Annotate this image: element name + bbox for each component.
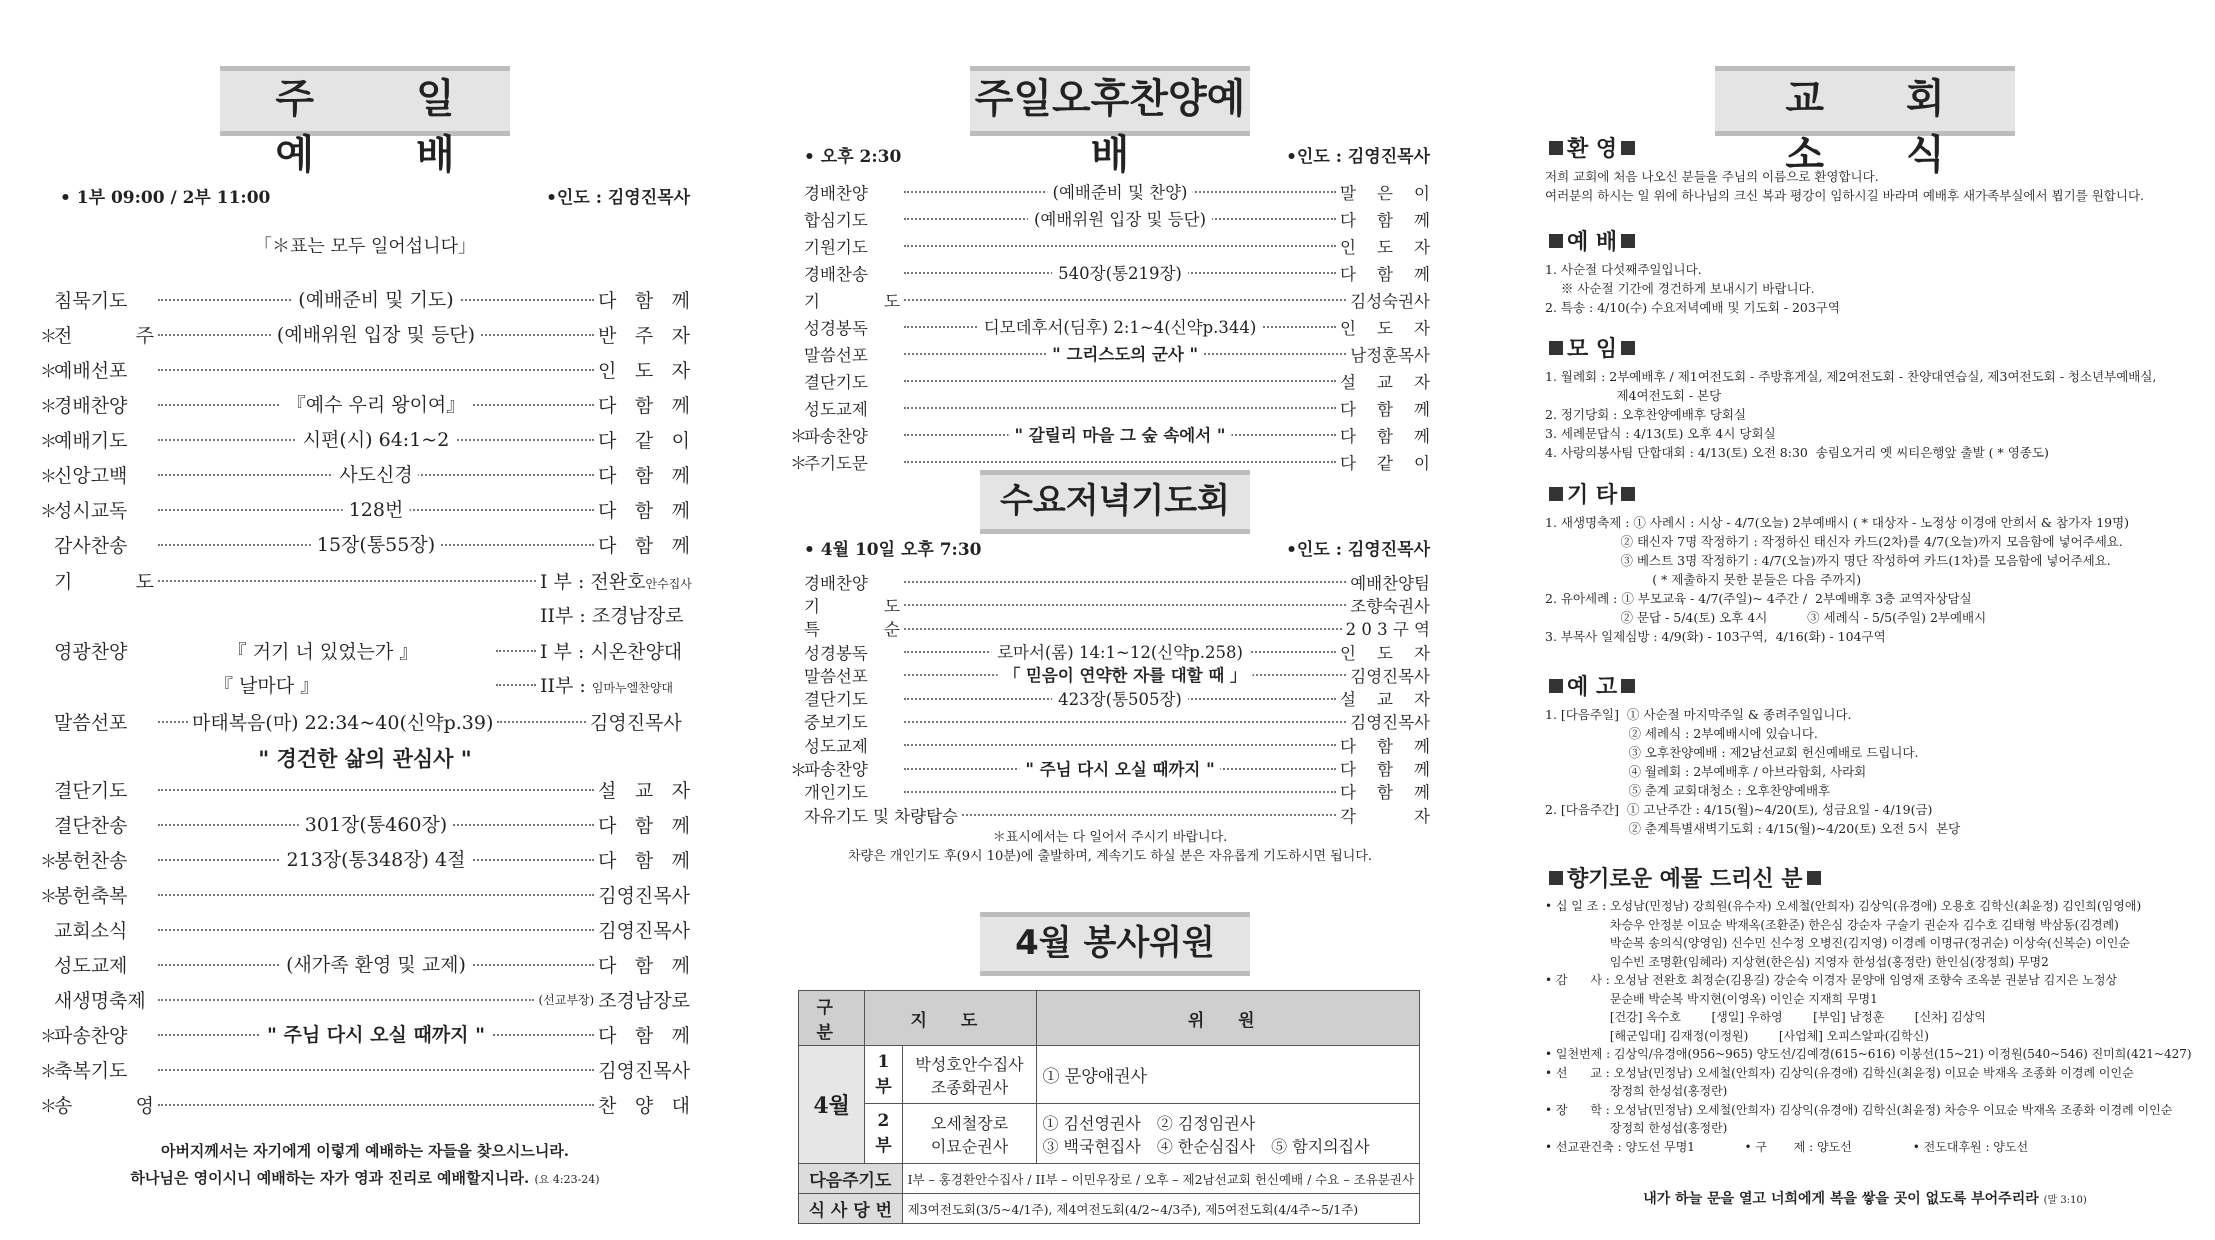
wednesday-order-row bbox=[790, 570, 1430, 593]
order-item-label: 성시교독 bbox=[54, 500, 128, 522]
worship-order-row bbox=[40, 527, 690, 562]
order-item-label: 경배찬송 bbox=[804, 264, 868, 284]
order-item-label: 파송찬양 bbox=[54, 1025, 128, 1047]
leader-dots bbox=[904, 743, 1336, 746]
afternoon-time: • 오후 2:30 bbox=[804, 147, 902, 167]
afternoon-order-row bbox=[790, 205, 1430, 232]
afternoon-order-row bbox=[790, 286, 1430, 313]
order-item-detail: (예배위원 입장 및 등단) bbox=[1028, 206, 1212, 230]
sermon-item: 말씀선포 bbox=[54, 711, 128, 734]
order-item-person: 2 0 3 구 역 bbox=[1345, 620, 1430, 640]
worship-order-list-2 bbox=[40, 772, 690, 1122]
volunteers-title-bar bbox=[980, 912, 1250, 976]
order-item-role: (선교부장) bbox=[538, 993, 595, 1007]
order-item-label: 봉헌축복 bbox=[54, 885, 128, 907]
standing-mark: ＊ bbox=[40, 1027, 57, 1047]
order-item-label: 중보기도 bbox=[804, 713, 868, 733]
table-next-prayer-label: 다음주기도 bbox=[799, 1164, 903, 1194]
order-item-label: 송 영 bbox=[54, 1095, 154, 1117]
afternoon-title-bar bbox=[970, 66, 1250, 178]
order-item-detail: (예배위원 입장 및 등단) bbox=[271, 320, 481, 347]
worship-order-row bbox=[40, 457, 690, 492]
leader-dots bbox=[904, 720, 1346, 723]
order-item-person: 다 함 께 bbox=[1340, 210, 1430, 230]
leader-dots bbox=[904, 666, 1346, 686]
order-item-person: 설 교 자 bbox=[598, 780, 690, 802]
standing-mark: ＊ bbox=[40, 1062, 57, 1082]
leader-dots bbox=[904, 603, 1346, 606]
etc-section bbox=[1545, 478, 2185, 646]
malachi-quote: 내가 하늘 문을 열고 너희에게 복을 쌓을 곳이 없도록 부어주리라 (말 3:10) bbox=[1643, 1191, 2087, 1207]
wednesday-notice bbox=[790, 828, 1430, 866]
preview-text: 1. [다음주일] ① 사순절 마지막주일 & 종려주일입니다. ② 세례식 : 2부예배시에 있습니다. ③ 오후찬양예배 : 제2남선교회 헌신예배로 드립니다. ④ 월례회 : 2부예배후 / 아브라함회, 사라회 ⑤ 춘계 교회대청소 : 오후찬양예배후 2. [다음주간] ① 고난주간 : 4/15(월)~4/20(토), 성금요일 - 4/19(금) ② 춘계특별새벽기도회 : 4/15(월)~4/20(토) 오전 5시 본당 bbox=[1545, 707, 1961, 836]
order-item-label: 특 순 bbox=[804, 620, 900, 640]
order-item-detail: 시편(시) 64:1~2 bbox=[297, 425, 456, 452]
afternoon-order-row bbox=[790, 313, 1430, 340]
sunday-worship-title: 주 일 예 배 bbox=[275, 76, 499, 178]
order-item-person: 다 함 께 bbox=[598, 1025, 690, 1047]
order-item-person: 조경남장로 bbox=[598, 990, 690, 1012]
order-item-label: 파송찬양 bbox=[804, 426, 868, 446]
leader-dots bbox=[158, 429, 594, 451]
leader-dots bbox=[904, 379, 1336, 382]
standing-mark: ＊ bbox=[790, 454, 807, 474]
wednesday-order-row bbox=[790, 686, 1430, 709]
afternoon-order-list bbox=[790, 178, 1430, 475]
volunteers-table bbox=[798, 990, 1420, 1224]
order-item-person: 남정훈목사 bbox=[1350, 345, 1430, 365]
leader-dots bbox=[904, 345, 1346, 364]
preview-section bbox=[1545, 670, 2185, 838]
order-item-person: 설 교 자 bbox=[1340, 372, 1430, 392]
sunday-worship-title-bar bbox=[220, 66, 510, 178]
standing-mark: ＊ bbox=[40, 467, 57, 487]
afternoon-title-wrap bbox=[970, 66, 1250, 178]
order-item-label: 경배찬양 bbox=[804, 573, 868, 593]
order-item-person: 다 함 께 bbox=[1340, 399, 1430, 419]
wednesday-time: • 4월 10일 오후 7:30 bbox=[804, 540, 982, 560]
order-item-label: 기 도 bbox=[804, 596, 900, 616]
order-item-label: 침묵기도 bbox=[54, 290, 128, 312]
table-part-1: 1부 bbox=[865, 1046, 902, 1104]
order-item-label: 감사찬송 bbox=[54, 535, 128, 557]
table-header-category: 구 분 bbox=[799, 991, 865, 1046]
footer-line-1: 아버지께서는 자기에게 이렇게 예배하는 자들을 찾으시느니라. bbox=[160, 1142, 570, 1160]
order-item-detail: (예배준비 및 기도) bbox=[292, 285, 459, 312]
worship-heading: 예 배 bbox=[1567, 230, 1618, 255]
leader-dots bbox=[904, 318, 1336, 337]
order-item-label: 경배찬양 bbox=[804, 183, 868, 203]
order-item-label: 말씀선포 bbox=[804, 666, 868, 686]
order-item-label: 예배선포 bbox=[54, 360, 128, 382]
preview-heading: 예 고 bbox=[1567, 675, 1618, 700]
table-meal-label: 식 사 당 번 bbox=[799, 1194, 903, 1224]
praise-choir-2: II부 : 임마누엘찬양대 bbox=[540, 674, 674, 697]
order-item-label: 파송찬양 bbox=[804, 760, 868, 780]
worship-order-2-row bbox=[40, 877, 690, 912]
praise-choir-1: I 부 : 시온찬양대 bbox=[540, 640, 683, 663]
order-item-label: 결단기도 bbox=[804, 690, 868, 710]
afternoon-leader: •인도 : 김영진목사 bbox=[1286, 147, 1430, 167]
leader-dots bbox=[158, 1103, 594, 1106]
afternoon-order-row bbox=[790, 232, 1430, 259]
worship-order-2-row bbox=[40, 1052, 690, 1087]
order-item-person: 다 같 이 bbox=[1340, 453, 1430, 473]
prayer-leader-1: I 부 : 전완호안수집사 bbox=[540, 570, 692, 593]
footer-line-2: 하나님은 영이시니 예배하는 자가 영과 진리로 예배할지니라. (요 4:23-24) bbox=[130, 1169, 600, 1187]
worship-leader: •인도 : 김영진목사 bbox=[546, 188, 690, 208]
wednesday-order-row bbox=[790, 756, 1430, 779]
welcome-text: 저희 교회에 처음 나오신 분들을 주님의 이름으로 환영합니다. 여러분의 하시는 일 위에 하나님의 크신 복과 평강이 임하시길 바라며 예배후 새가족부실에서 뵙기를 원합니다. bbox=[1545, 169, 2145, 203]
order-item-person: 다 함 께 bbox=[1340, 736, 1430, 756]
standing-mark: ＊ bbox=[40, 887, 57, 907]
order-item-person: 김영진목사 bbox=[598, 885, 690, 907]
order-item-label: 기원기도 bbox=[804, 237, 868, 257]
wednesday-title: 수요저녁기도회 bbox=[1000, 481, 1230, 521]
etc-heading: 기 타 bbox=[1567, 483, 1618, 508]
order-item-person: 말 은 이 bbox=[1340, 183, 1430, 203]
vehicle-notice: 차량은 개인기도 후(9시 10분)에 출발하며, 계속기도 하실 분은 자유롭게 기도하시면 됩니다. bbox=[847, 849, 1373, 864]
standing-mark: ＊ bbox=[40, 852, 57, 872]
order-item-label: 봉헌찬송 bbox=[54, 850, 128, 872]
prayer-item: 기 도 bbox=[54, 570, 154, 593]
leader-dots bbox=[158, 499, 594, 521]
leader-dots bbox=[158, 394, 594, 416]
leader-dots bbox=[158, 324, 594, 346]
offering-heading: 향기로운 예물 드리신 분 bbox=[1567, 867, 1803, 892]
worship-order-row bbox=[40, 492, 690, 527]
table-next-prayer: I부 – 홍경환안수집사 / II부 – 이민우장로 / 오후 – 제2남선교회 헌신예배 / 수요 – 조유분권사 bbox=[902, 1164, 1419, 1194]
order-item-detail: 128번 bbox=[343, 495, 410, 522]
wednesday-title-bar bbox=[980, 470, 1250, 534]
order-item-person: 다 함 께 bbox=[598, 850, 690, 872]
leader-dots bbox=[904, 264, 1336, 283]
order-item-label: 축복기도 bbox=[54, 1060, 128, 1082]
order-item-label: 성경봉독 bbox=[804, 643, 868, 663]
worship-order-2-row bbox=[40, 1017, 690, 1052]
sunday-worship-column bbox=[40, 0, 690, 1240]
order-item-label: 성도교제 bbox=[804, 399, 868, 419]
worship-section bbox=[1545, 225, 2185, 317]
leader-dots bbox=[904, 460, 1336, 463]
leader-dots bbox=[158, 534, 594, 556]
worship-order-row bbox=[40, 352, 690, 387]
meeting-heading: 모 임 bbox=[1567, 337, 1618, 362]
order-item-detail: (새가족 환영 및 교제) bbox=[280, 950, 472, 977]
sermon-preacher: 김영진목사 bbox=[590, 711, 682, 734]
order-item-detail: 423장(통505장) bbox=[1052, 686, 1188, 710]
table-meal: 제3여전도회(3/5~4/1주), 제4여전도회(4/2~4/3주), 제5여전도회(4/4주~5/1주) bbox=[902, 1194, 1419, 1224]
order-item-label: 교회소식 bbox=[54, 920, 128, 942]
order-item-detail: 로마서(롬) 14:1~12(신약p.258) bbox=[991, 639, 1249, 663]
order-item-label: 합심기도 bbox=[804, 210, 868, 230]
order-item-detail: (예배준비 및 찬양) bbox=[1047, 179, 1194, 203]
praise-row bbox=[40, 633, 690, 701]
leader-dots bbox=[904, 426, 1336, 445]
standing-notice: ＊표시에서는 다 일어서 주시기 바랍니다. bbox=[992, 830, 1228, 845]
leader-dots bbox=[158, 1068, 594, 1071]
table-header-guide: 지 도 bbox=[865, 991, 1037, 1046]
prayer-leader-2: II부 : 조경남장로 bbox=[540, 604, 684, 627]
standing-mark: ＊ bbox=[40, 397, 57, 417]
order-item-label: 성도교제 bbox=[804, 736, 868, 756]
table-guide-1: 박성호안수집사 조종화권사 bbox=[902, 1046, 1037, 1104]
order-item-person: 다 함 께 bbox=[1340, 426, 1430, 446]
worship-order-2-row bbox=[40, 842, 690, 877]
wednesday-order-row bbox=[790, 710, 1430, 733]
leader-dots bbox=[904, 244, 1336, 247]
worship-order-2-row bbox=[40, 807, 690, 842]
order-item-detail: 『예수 우리 왕이여』 bbox=[281, 390, 472, 417]
order-item-person: 다 함 께 bbox=[598, 395, 690, 417]
order-item-person: 다 함 께 bbox=[598, 815, 690, 837]
order-item-detail: 15장(통55장) bbox=[311, 530, 441, 557]
sermon-title: " 경건한 삶의 관심사 " bbox=[258, 746, 472, 771]
table-month: 4월 bbox=[799, 1046, 865, 1164]
order-item-person: 다 함 께 bbox=[598, 290, 690, 312]
leader-dots bbox=[904, 580, 1346, 583]
praise-item: 영광찬양 bbox=[54, 640, 128, 663]
leader-dots bbox=[158, 814, 594, 836]
table-header-members: 위 원 bbox=[1037, 991, 1420, 1046]
standing-mark: ＊ bbox=[40, 362, 57, 382]
worship-order-2-row bbox=[40, 982, 690, 1017]
news-title-bar bbox=[1715, 66, 2015, 178]
worship-order-row bbox=[40, 422, 690, 457]
leader-dots bbox=[904, 759, 1336, 779]
standing-mark: ＊ bbox=[40, 327, 57, 347]
order-item-label: 성경봉독 bbox=[804, 318, 868, 338]
worship-order-2-row bbox=[40, 912, 690, 947]
offering-section bbox=[1545, 862, 2192, 1156]
offering-text: • 십 일 조 : 오성남(민정남) 강희원(유수자) 오세철(안희자) 김상익(유경애) 오용호 김학신(최윤정) 김인희(임영애) 차승우 안정분 이묘순 박재옥(조환준) 한은심 강순자 구술기 권순자 김수호 김태형 박삼동(김경례) 박순복 송의식(양영임) 신수민 신수정 오병진(김지영) 이경례 이명규(정귀순) 이상숙(신복순) 이인순 임수빈 조명환(임혜라) 지상현(한은심) 지영자 한성섭(홍정란) 한인심(장정희) 무명2 • 감 사 : 오성남 전완호 최정순(김용길) 강순숙 이경자 문양애 임영재 조향숙 조옥분 권분남 김지은 노정상 문순배 박순복 박지현(이영옥) 이인순 지재희 무명1 [건강] 옥수호 [생일] 우하영 [부임] 남정훈 [신차] 김상익 [해군입대] 김재정(이정원) [사업체] 오피스알파(김학신) • 일천번제 : 김상익/유경애(956~965) 양도선/김예경(615~616) 이봉선(15~21) 이정원(540~546) 진미희(421~427) • 선 교 : 오성남(민정남) 오세철(안희자) 김상익(유경애) 김학신(최윤정) 이묘순 박재옥 조종화 이경례 이인순 장정희 한성섭(홍정란) • 장 학 : 오성남(민정남) 오세철(안희자) 김상익(유경애) 김학신(최윤정) 차승우 이묘순 박재옥 조종화 이경례 이인순 장정희 한성섭(홍정란) • 선교관건축 : 양도선 무명1 • 구 제 : 양도선 • 전도대후원 : 양도선 bbox=[1545, 899, 2192, 1154]
order-item-detail: 540장(통219장) bbox=[1052, 260, 1188, 284]
order-item-label: 결단기도 bbox=[54, 780, 128, 802]
wednesday-order-row bbox=[790, 617, 1430, 640]
order-item-label: 주기도문 bbox=[804, 453, 868, 473]
order-item-person: 다 같 이 bbox=[598, 430, 690, 452]
order-item-person: 인 도 자 bbox=[598, 360, 690, 382]
leader-dots bbox=[904, 790, 1336, 793]
worship-order-row bbox=[40, 282, 690, 317]
welcome-heading: 환 영 bbox=[1567, 137, 1618, 162]
order-item-person: 김영진목사 bbox=[598, 1060, 690, 1082]
order-item-label: 새생명축제 bbox=[54, 990, 146, 1012]
standing-mark: ＊ bbox=[790, 427, 807, 447]
order-item-label: 결단찬송 bbox=[54, 815, 128, 837]
wednesday-leader: •인도 : 김영진목사 bbox=[1286, 540, 1430, 560]
worship-order-row bbox=[40, 317, 690, 352]
sermon-row bbox=[40, 703, 690, 739]
wednesday-order-row bbox=[790, 593, 1430, 616]
order-item-person: 인 도 자 bbox=[1340, 643, 1430, 663]
worship-order-2-row bbox=[40, 1087, 690, 1122]
leader-dots bbox=[158, 464, 594, 486]
order-item-label: 신앙고백 bbox=[54, 465, 128, 487]
leader-dots bbox=[904, 689, 1336, 709]
sermon-scripture: 마태복음(마) 22:34~40(신약p.39) bbox=[192, 711, 494, 734]
order-item-label: 예배기도 bbox=[54, 430, 128, 452]
order-item-person: 다 함 께 bbox=[1340, 783, 1430, 803]
meeting-section bbox=[1545, 332, 2185, 462]
order-item-detail: " 주님 다시 오실 때까지 " bbox=[1019, 756, 1220, 780]
order-item-person: 김영진목사 bbox=[598, 920, 690, 942]
leader-dots bbox=[158, 289, 594, 311]
order-item-detail: " 그리스도의 군사 " bbox=[1046, 341, 1204, 365]
table-guide-2: 오세철장로 이묘순권사 bbox=[902, 1104, 1037, 1164]
leader-dots bbox=[158, 1024, 594, 1046]
order-item-person: 다 함 께 bbox=[598, 465, 690, 487]
welcome-section bbox=[1545, 132, 2185, 205]
afternoon-order-row bbox=[790, 394, 1430, 421]
volunteers-title: 4월 봉사위원 bbox=[1015, 923, 1215, 963]
table-part-2: 2부 bbox=[865, 1104, 902, 1164]
order-item-label: 전 주 bbox=[54, 325, 154, 347]
leader-dots bbox=[904, 210, 1336, 229]
order-item-label: 성도교제 bbox=[54, 955, 128, 977]
leader-dots bbox=[158, 849, 594, 871]
standing-mark: ＊ bbox=[790, 760, 807, 781]
worship-order-row bbox=[40, 387, 690, 422]
table-members-2: ① 김선영권사 ② 김정임권사 ③ 백국현집사 ④ 한순심집사 ⑤ 함지의집사 bbox=[1037, 1104, 1420, 1164]
leader-dots bbox=[904, 406, 1336, 409]
order-item-person: 다 함 께 bbox=[598, 535, 690, 557]
order-item-person: 다 함 께 bbox=[598, 500, 690, 522]
order-item-person: 조향숙권사 bbox=[1350, 596, 1430, 616]
leader-dots bbox=[904, 298, 1346, 301]
order-item-label: 경배찬양 bbox=[54, 395, 128, 417]
order-item-detail: 사도신경 bbox=[333, 460, 418, 487]
worship-time: • 1부 09:00 / 2부 11:00 bbox=[60, 188, 271, 208]
standing-mark: ＊ bbox=[40, 502, 57, 522]
order-item-person: 찬 양 대 bbox=[598, 1095, 690, 1117]
wednesday-order-row bbox=[790, 640, 1430, 663]
news-title: 교 회 소 식 bbox=[1785, 76, 1979, 178]
order-item-person: 다 함 께 bbox=[1340, 760, 1430, 780]
worship-order-2-row bbox=[40, 772, 690, 807]
table-members-1: ① 문양애권사 bbox=[1037, 1046, 1420, 1104]
sunday-worship-title-wrap bbox=[220, 66, 510, 178]
order-item-person: 설 교 자 bbox=[1340, 690, 1430, 710]
leader-dots bbox=[158, 788, 594, 791]
meeting-text: 1. 월례회 : 2부예배후 / 제1여전도회 - 주방휴게실, 제2여전도회 - 찬양대연습실, 제3여전도회 - 청소년부예배실, 제4여전도회 - 본당 2. 정기당회 : 오후찬양예배후 당회실 3. 세례문답식 : 4/13(토) 오후 4시 당회실 4. 사랑의봉사팀 단합대회 : 4/13(토) 오전 8:30 송림오거리 옛 씨티은행앞 출발 ( * 영종도) bbox=[1545, 369, 2157, 460]
order-item-person: 김영진목사 bbox=[1350, 666, 1430, 686]
leader-dots bbox=[158, 368, 594, 371]
footer-quote bbox=[40, 1138, 690, 1193]
order-item-label: 결단기도 bbox=[804, 372, 868, 392]
order-item-person: 인 도 자 bbox=[1340, 237, 1430, 257]
news-title-wrap bbox=[1715, 66, 2015, 178]
praise-song-2: 『 날마다 』 bbox=[214, 674, 320, 697]
standing-note: 「＊표는 모두 일어섭니다」 bbox=[254, 236, 476, 257]
afternoon-order-row bbox=[790, 367, 1430, 394]
worship-order-list bbox=[40, 282, 690, 562]
church-news-column bbox=[1545, 0, 2192, 1240]
order-item-detail: 213장(통348장) 4절 bbox=[281, 845, 472, 872]
afternoon-order-row bbox=[790, 421, 1430, 448]
order-item-person: 김영진목사 bbox=[1350, 713, 1430, 733]
order-item-person: 예배찬양팀 bbox=[1350, 573, 1430, 593]
wednesday-order-row bbox=[790, 803, 1430, 826]
afternoon-title: 주일오후찬양예배 bbox=[974, 76, 1246, 178]
leader-dots bbox=[904, 627, 1342, 630]
prayer-row bbox=[40, 563, 690, 631]
wednesday-order-row bbox=[790, 733, 1430, 756]
worship-order-2-row bbox=[40, 947, 690, 982]
worship-text: 1. 사순절 다섯째주일입니다. ※ 사순절 기간에 경건하게 보내시기 바랍니다. 2. 특송 : 4/10(수) 수요저녁예배 및 기도회 - 203구역 bbox=[1545, 262, 1840, 315]
leader-dots bbox=[158, 954, 594, 976]
etc-text: 1. 새생명축제 : ① 사례시 : 시상 - 4/7(오늘) 2부예배시 ( * 대상자 - 노정상 이경애 안희서 & 참가자 19명) ② 태신자 7명 작정하기 : 작정하신 태신자 카드(2차)를 4/7(오늘)까지 모음함에 넣어주세요. ③ 베스트 3명 작정하기 : 4/7(오늘)까지 명단 작성하여 카드(1차)를 모음함에 넣어주세요. ( * 제출하지 못한 분들은 다음 주까지) 2. 유아세례 : ① 부모교육 - 4/7(주일)~ 4주간 / 2부예배후 3층 교역자상담실 ② 문답 - 5/4(토) 오후 4시 ③ 세례식 - 5/5(주일) 2부예배시 3. 부목사 일제심방 : 4/9(화) - 103구역, 4/16(화) - 104구역 bbox=[1545, 515, 2130, 644]
wednesday-order-row bbox=[790, 663, 1430, 686]
leader-dots bbox=[962, 813, 1336, 816]
leader-dots bbox=[904, 643, 1336, 663]
wednesday-order-row bbox=[790, 780, 1430, 803]
order-item-person: 인 도 자 bbox=[1340, 318, 1430, 338]
afternoon-order-row bbox=[790, 178, 1430, 205]
order-item-detail: " 갈릴리 마을 그 숲 속에서 " bbox=[1008, 422, 1231, 446]
order-item-person: 각 자 bbox=[1340, 806, 1430, 826]
afternoon-order-row bbox=[790, 340, 1430, 367]
order-item-person: 반 주 자 bbox=[598, 325, 690, 347]
standing-mark: ＊ bbox=[40, 1097, 57, 1117]
wednesday-order-list bbox=[790, 570, 1430, 826]
afternoon-order-row bbox=[790, 259, 1430, 286]
order-item-detail: 301장(통460장) bbox=[299, 810, 453, 837]
order-item-person: 다 함 께 bbox=[598, 955, 690, 977]
leader-dots bbox=[158, 893, 594, 896]
order-item-label: 말씀선포 bbox=[804, 345, 868, 365]
praise-song-1: 『 거기 너 있었는가 』 bbox=[227, 640, 419, 663]
standing-mark: ＊ bbox=[40, 432, 57, 452]
afternoon-worship-column bbox=[790, 0, 1430, 1240]
leader-dots bbox=[158, 928, 594, 931]
order-item-label: 자유기도 및 차량탑승 bbox=[804, 806, 958, 826]
order-item-detail: " 주님 다시 오실 때까지 " bbox=[261, 1020, 491, 1047]
order-item-label: 기 도 bbox=[804, 291, 900, 311]
leader-dots bbox=[158, 998, 534, 1001]
leader-dots bbox=[904, 183, 1336, 202]
order-item-label: 개인기도 bbox=[804, 783, 868, 803]
order-item-person: 다 함 께 bbox=[1340, 264, 1430, 284]
order-item-person: 김성숙권사 bbox=[1350, 291, 1430, 311]
order-item-detail: 디모데후서(딤후) 2:1~4(신약p.344) bbox=[978, 314, 1263, 338]
order-item-detail: 「 믿음이 연약한 자를 대할 때 」 bbox=[998, 662, 1253, 686]
